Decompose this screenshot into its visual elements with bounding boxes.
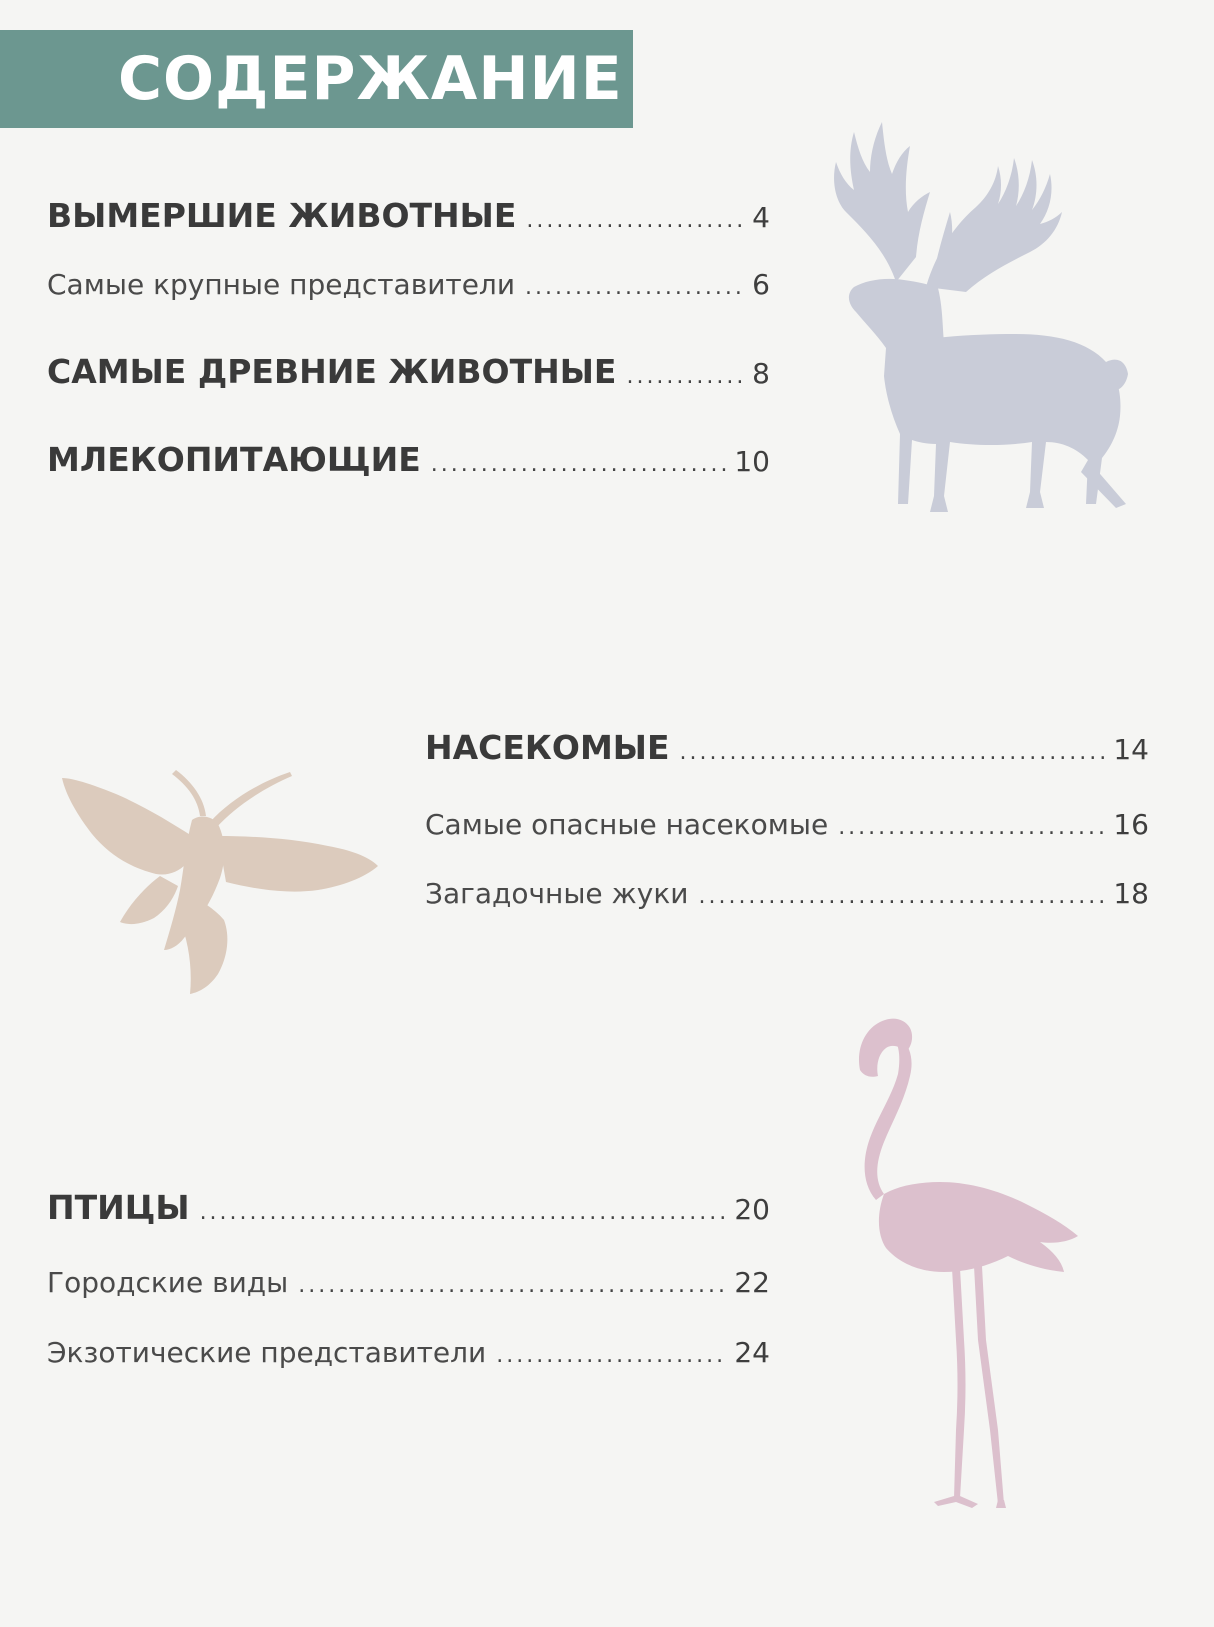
toc-leader-dots [431, 452, 729, 477]
toc-entry-extinct-animals[interactable] [47, 196, 770, 235]
toc-entry-label: НАСЕКОМЫЕ [425, 728, 670, 767]
toc-entry-label: САМЫЕ ДРЕВНИЕ ЖИВОТНЫЕ [47, 352, 617, 391]
toc-entry-page: 22 [734, 1266, 770, 1299]
toc-entry-page: 10 [734, 445, 770, 478]
toc-leader-dots [626, 364, 746, 389]
toc-entry-birds[interactable] [47, 1188, 770, 1227]
toc-leader-dots [838, 815, 1107, 840]
toc-entry-exotic-representatives[interactable] [47, 1336, 770, 1369]
toc-entry-page: 14 [1113, 733, 1149, 766]
toc-entry-page: 4 [752, 201, 770, 234]
toc-entry-label: ПТИЦЫ [47, 1188, 190, 1227]
toc-entry-mysterious-beetles[interactable] [425, 877, 1149, 910]
toc-leader-dots [200, 1200, 729, 1225]
toc-entry-page: 8 [752, 357, 770, 390]
title-banner [0, 30, 633, 128]
toc-leader-dots [525, 275, 746, 300]
toc-entry-label: Самые опасные насекомые [425, 808, 829, 841]
toc-leader-dots [680, 740, 1108, 765]
toc-entry-page: 18 [1113, 877, 1149, 910]
toc-entry-label: Самые крупные представители [47, 268, 516, 301]
toc-entry-insects[interactable] [425, 728, 1149, 767]
flamingo-silhouette-icon [848, 1010, 1108, 1510]
toc-entry-label: Экзотические представители [47, 1336, 487, 1369]
toc-entry-label: МЛЕКОПИТАЮЩИЕ [47, 440, 421, 479]
moth-silhouette-icon [60, 760, 390, 995]
toc-entry-page: 24 [734, 1336, 770, 1369]
toc-entry-page: 16 [1113, 808, 1149, 841]
toc-entry-label: Загадочные жуки [425, 877, 689, 910]
toc-entry-dangerous-insects[interactable] [425, 808, 1149, 841]
toc-entry-label: Городские виды [47, 1266, 289, 1299]
toc-entry-mammals[interactable] [47, 440, 770, 479]
toc-entry-label: ВЫМЕРШИЕ ЖИВОТНЫЕ [47, 196, 517, 235]
toc-leader-dots [298, 1273, 728, 1298]
deer-silhouette-icon [826, 112, 1171, 517]
page-title: СОДЕРЖАНИЕ [118, 44, 623, 114]
toc-leader-dots [526, 208, 746, 233]
toc-entry-page: 20 [734, 1193, 770, 1226]
toc-entry-largest-representatives[interactable] [47, 268, 770, 301]
toc-entry-urban-species[interactable] [47, 1266, 770, 1299]
toc-leader-dots [698, 884, 1107, 909]
toc-leader-dots [496, 1343, 728, 1368]
toc-entry-ancient-animals[interactable] [47, 352, 770, 391]
toc-entry-page: 6 [752, 268, 770, 301]
